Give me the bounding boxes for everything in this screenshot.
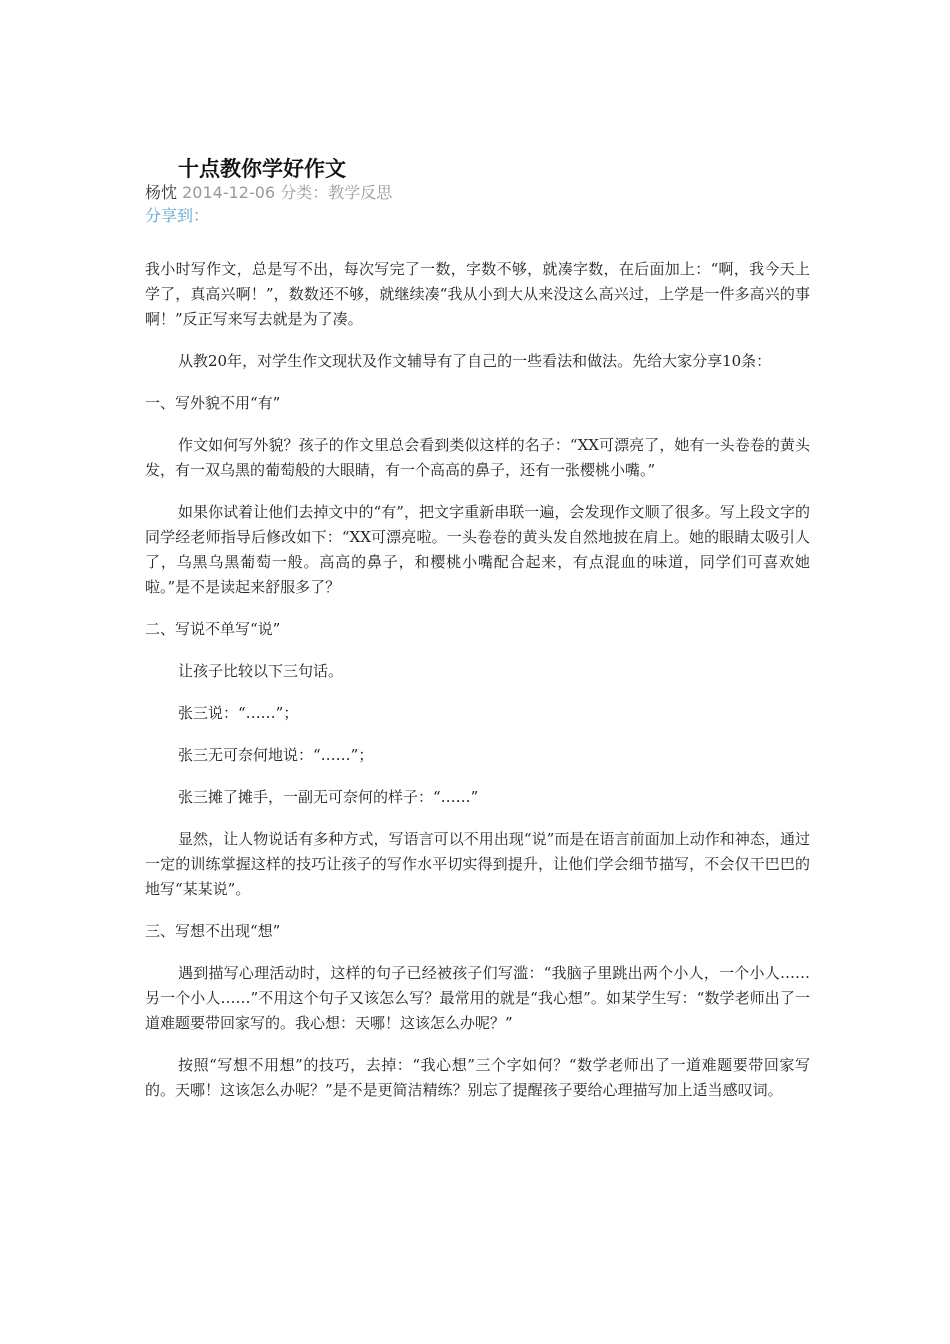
paragraph: 从教20年，对学生作文现状及作文辅导有了自己的一些看法和做法。先给大家分享10条： xyxy=(178,352,772,370)
article-meta xyxy=(145,183,810,203)
article-body xyxy=(145,257,810,1103)
author-name[interactable]: 杨忱 xyxy=(145,183,178,202)
paragraph: 显然，让人物说话有多种方式，写语言可以不用出现“说”而是在语言前面加上动作和神态，通过一定的训练掌握这样的技巧让孩子的写作水平切实得到提升，让他们学会细节描写，不会仅干巴巴的地写“某某说”。 xyxy=(145,830,810,898)
paragraph: 张三说：“……”； xyxy=(178,704,299,722)
category-link[interactable]: 教学反思 xyxy=(328,183,393,202)
paragraph: 张三摊了摊手，一副无可奈何的样子：“……” xyxy=(178,788,479,806)
paragraph: 如果你试着让他们去掉文中的“有”，把文字重新串联一遍，会发现作文顺了很多。写上段文字的同学经老师指导后修改如下：“XX可漂亮啦。一头卷卷的黄头发自然地披在肩上。她的眼睛太吸引人了，乌黑乌黑葡萄一般。高高的鼻子，和樱桃小嘴配合起来，有点混血的味道，同学们可喜欢她啦。”是不是读起来舒服多了？ xyxy=(145,503,810,596)
article-title: 十点教你学好作文 xyxy=(178,157,346,181)
paragraph: 张三无可奈何地说：“……”； xyxy=(178,746,374,764)
paragraph: 遇到描写心理活动时，这样的句子已经被孩子们写滥：“我脑子里跳出两个小人，一个小人……另一个小人……”不用这个句子又该怎么写？最常用的就是“我心想”。如某学生写：“数学老师出了一道难题要带回家写的。我心想：天哪！这该怎么办呢？” xyxy=(145,964,810,1032)
paragraph: 让孩子比较以下三句话。 xyxy=(178,662,344,680)
section-heading: 二、写说不单写“说” xyxy=(145,620,281,638)
section-heading: 三、写想不出现“想” xyxy=(145,922,281,940)
paragraph: 我小时写作文，总是写不出，每次写完了一数，字数不够，就凑字数，在后面加上：“啊，我今天上学了，真高兴啊！”，数数还不够，就继续凑“我从小到大从来没这么高兴过，上学是一件多高兴的事啊！”反正写来写去就是为了凑。 xyxy=(145,260,810,328)
paragraph: 作文如何写外貌？孩子的作文里总会看到类似这样的名子：“XX可漂亮了，她有一头卷卷的黄头发，有一双乌黑的葡萄般的大眼睛，有一个高高的鼻子，还有一张樱桃小嘴。” xyxy=(145,436,810,479)
paragraph: 按照“写想不用想”的技巧，去掉：“我心想”三个字如何？“数学老师出了一道难题要带回家写的。天哪！这该怎么办呢？”是不是更简洁精练？别忘了提醒孩子要给心理描写加上适当感叹词。 xyxy=(145,1056,810,1099)
section-heading: 一、写外貌不用“有” xyxy=(145,394,281,412)
share-link[interactable]: 分享到： xyxy=(145,206,210,225)
publish-date: 2014-12-06 xyxy=(182,183,276,202)
document-page xyxy=(145,155,810,1120)
category-label: 分类： xyxy=(280,183,329,202)
